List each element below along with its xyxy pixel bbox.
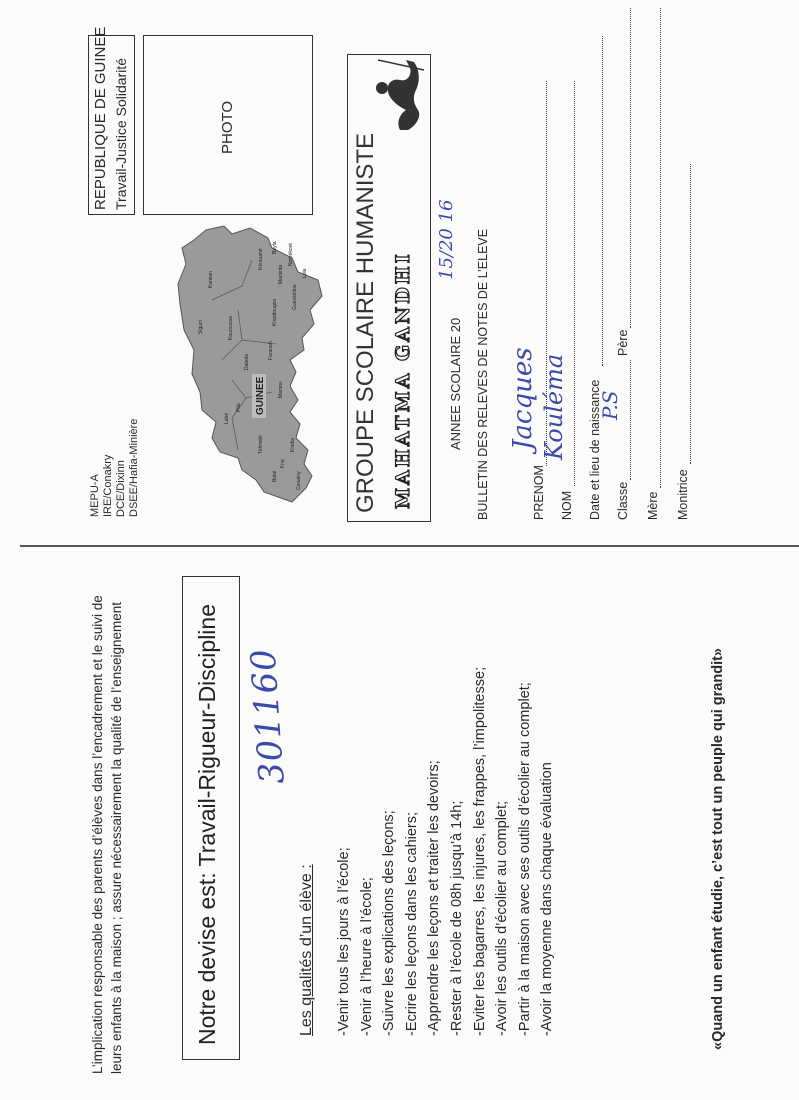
map-label: Télimélé	[258, 435, 264, 454]
map-label: Kérouané	[258, 248, 264, 270]
map-label: Pita	[236, 403, 242, 412]
map-label: Fria	[280, 459, 286, 468]
school-name: GROUPE SCOLAIRE HUMANISTE	[352, 132, 379, 513]
quality-item: -Venir à l’heure à l’école;	[358, 877, 375, 1036]
pere-label: Père	[616, 329, 630, 356]
school-subtitle: MAHATMA GANDHI	[392, 251, 414, 509]
map-label: Kindia	[290, 438, 296, 452]
quality-item: -Avoir la moyenne dans chaque évaluation	[539, 762, 556, 1036]
annee-scolaire-label: ANNEE SCOLAIRE 20	[448, 317, 463, 450]
left-panel	[0, 544, 799, 1100]
fold-divider	[20, 545, 799, 547]
quality-item: -Rester à l’école de 08h jusqu’à 14h;	[448, 800, 465, 1036]
quality-item: -Eviter les bagarres, les injures, les frappes, l’impolitesse;	[471, 666, 488, 1036]
map-label: Faranah	[268, 341, 274, 360]
map-label: Siguiri	[198, 320, 204, 334]
quality-item: -Avoir les outils d’écolier au complet;	[494, 800, 511, 1036]
mere-label: Mère	[646, 491, 660, 520]
prenom-value: Jacques	[508, 347, 538, 450]
map-label: Kouroussa	[228, 316, 234, 340]
map-label: Beyla	[272, 241, 278, 254]
map-label: Lola	[302, 268, 308, 278]
map-label: Kankan	[208, 271, 214, 288]
republic-motto: Travail-Justice Solidarité	[113, 58, 129, 210]
ministry-line: DCE/Dixinn	[115, 460, 127, 517]
classe-label: Classe	[616, 481, 630, 520]
prenom-label: PRENOM	[532, 465, 546, 520]
map-label: Kissidougou	[272, 298, 278, 326]
map-label: Boké	[272, 470, 278, 482]
ministry-line: IRE/Conakry	[102, 454, 114, 517]
naissance-line	[602, 36, 603, 366]
photo-box	[143, 35, 313, 215]
quality-item: -Partir à la maison avec ses outils d’écolier au complet;	[516, 682, 533, 1036]
pere-line	[630, 8, 631, 328]
republic-box	[88, 26, 135, 215]
nom-line	[574, 81, 575, 486]
monitrice-label: Monitrice	[676, 469, 690, 520]
map-label: Dabola	[244, 354, 250, 370]
map-label: GUINEE	[255, 376, 266, 415]
photo-label: PHOTO	[219, 100, 236, 154]
map-label: Labé	[224, 412, 230, 424]
bulletin-title: BULLETIN DES RELEVES DE NOTES DE L’ELEVE	[476, 228, 490, 520]
classe-line	[630, 360, 631, 480]
guinea-map-image	[172, 220, 337, 510]
closing-quote: «Quand un enfant étudie, c’est tout un peuple qui grandit»	[710, 648, 726, 1050]
classe-value: P.S	[598, 390, 622, 420]
handwritten-number: 301160	[243, 646, 293, 786]
map-label: Macenta	[278, 264, 284, 284]
qualities-title: Les qualités d’un élève :	[298, 864, 315, 1036]
quality-item: -Apprendre les leçons et traiter les devoirs;	[426, 760, 443, 1036]
nom-value: Kouléma	[540, 353, 568, 460]
nom-label: NOM	[560, 490, 574, 520]
mere-line	[660, 8, 661, 488]
ministry-line: MEPU-A	[89, 474, 101, 517]
map-label: Mamou	[278, 381, 284, 398]
ministry-block	[89, 419, 141, 517]
monitrice-line	[690, 164, 691, 464]
intro-paragraph: L’implication responsable des parents d’élèves dans l’encadrement et le suivi de leurs enfants à la maison ; assure nécessairement la qualité de l’enseignement	[90, 595, 124, 1074]
motto-box	[182, 576, 240, 1060]
map-label: Nzérékoré	[288, 242, 294, 266]
naissance-label: Date et lieu de naissance	[588, 379, 602, 520]
quality-item: -Venir tous les jours à l’école;	[336, 847, 352, 1036]
motto-text: Notre devise est: Travail-Rigueur-Discipline	[194, 604, 220, 1045]
quality-item: -Suivre les explications des leçons;	[381, 810, 398, 1036]
qualities-list	[333, 556, 559, 1036]
map-label: Conakry	[296, 471, 302, 490]
gandhi-silhouette-logo	[370, 50, 426, 140]
republic-title: REPUBLIQUE DE GUINEE	[92, 26, 109, 210]
ministry-line: DSEE/Hafia-Minière	[128, 418, 140, 517]
annee-scolaire-handwritten: 15/20 16	[436, 199, 457, 280]
quality-item: -Ecrire les leçons dans les cahiers;	[403, 811, 420, 1036]
map-label: Guéckédou	[292, 284, 298, 310]
